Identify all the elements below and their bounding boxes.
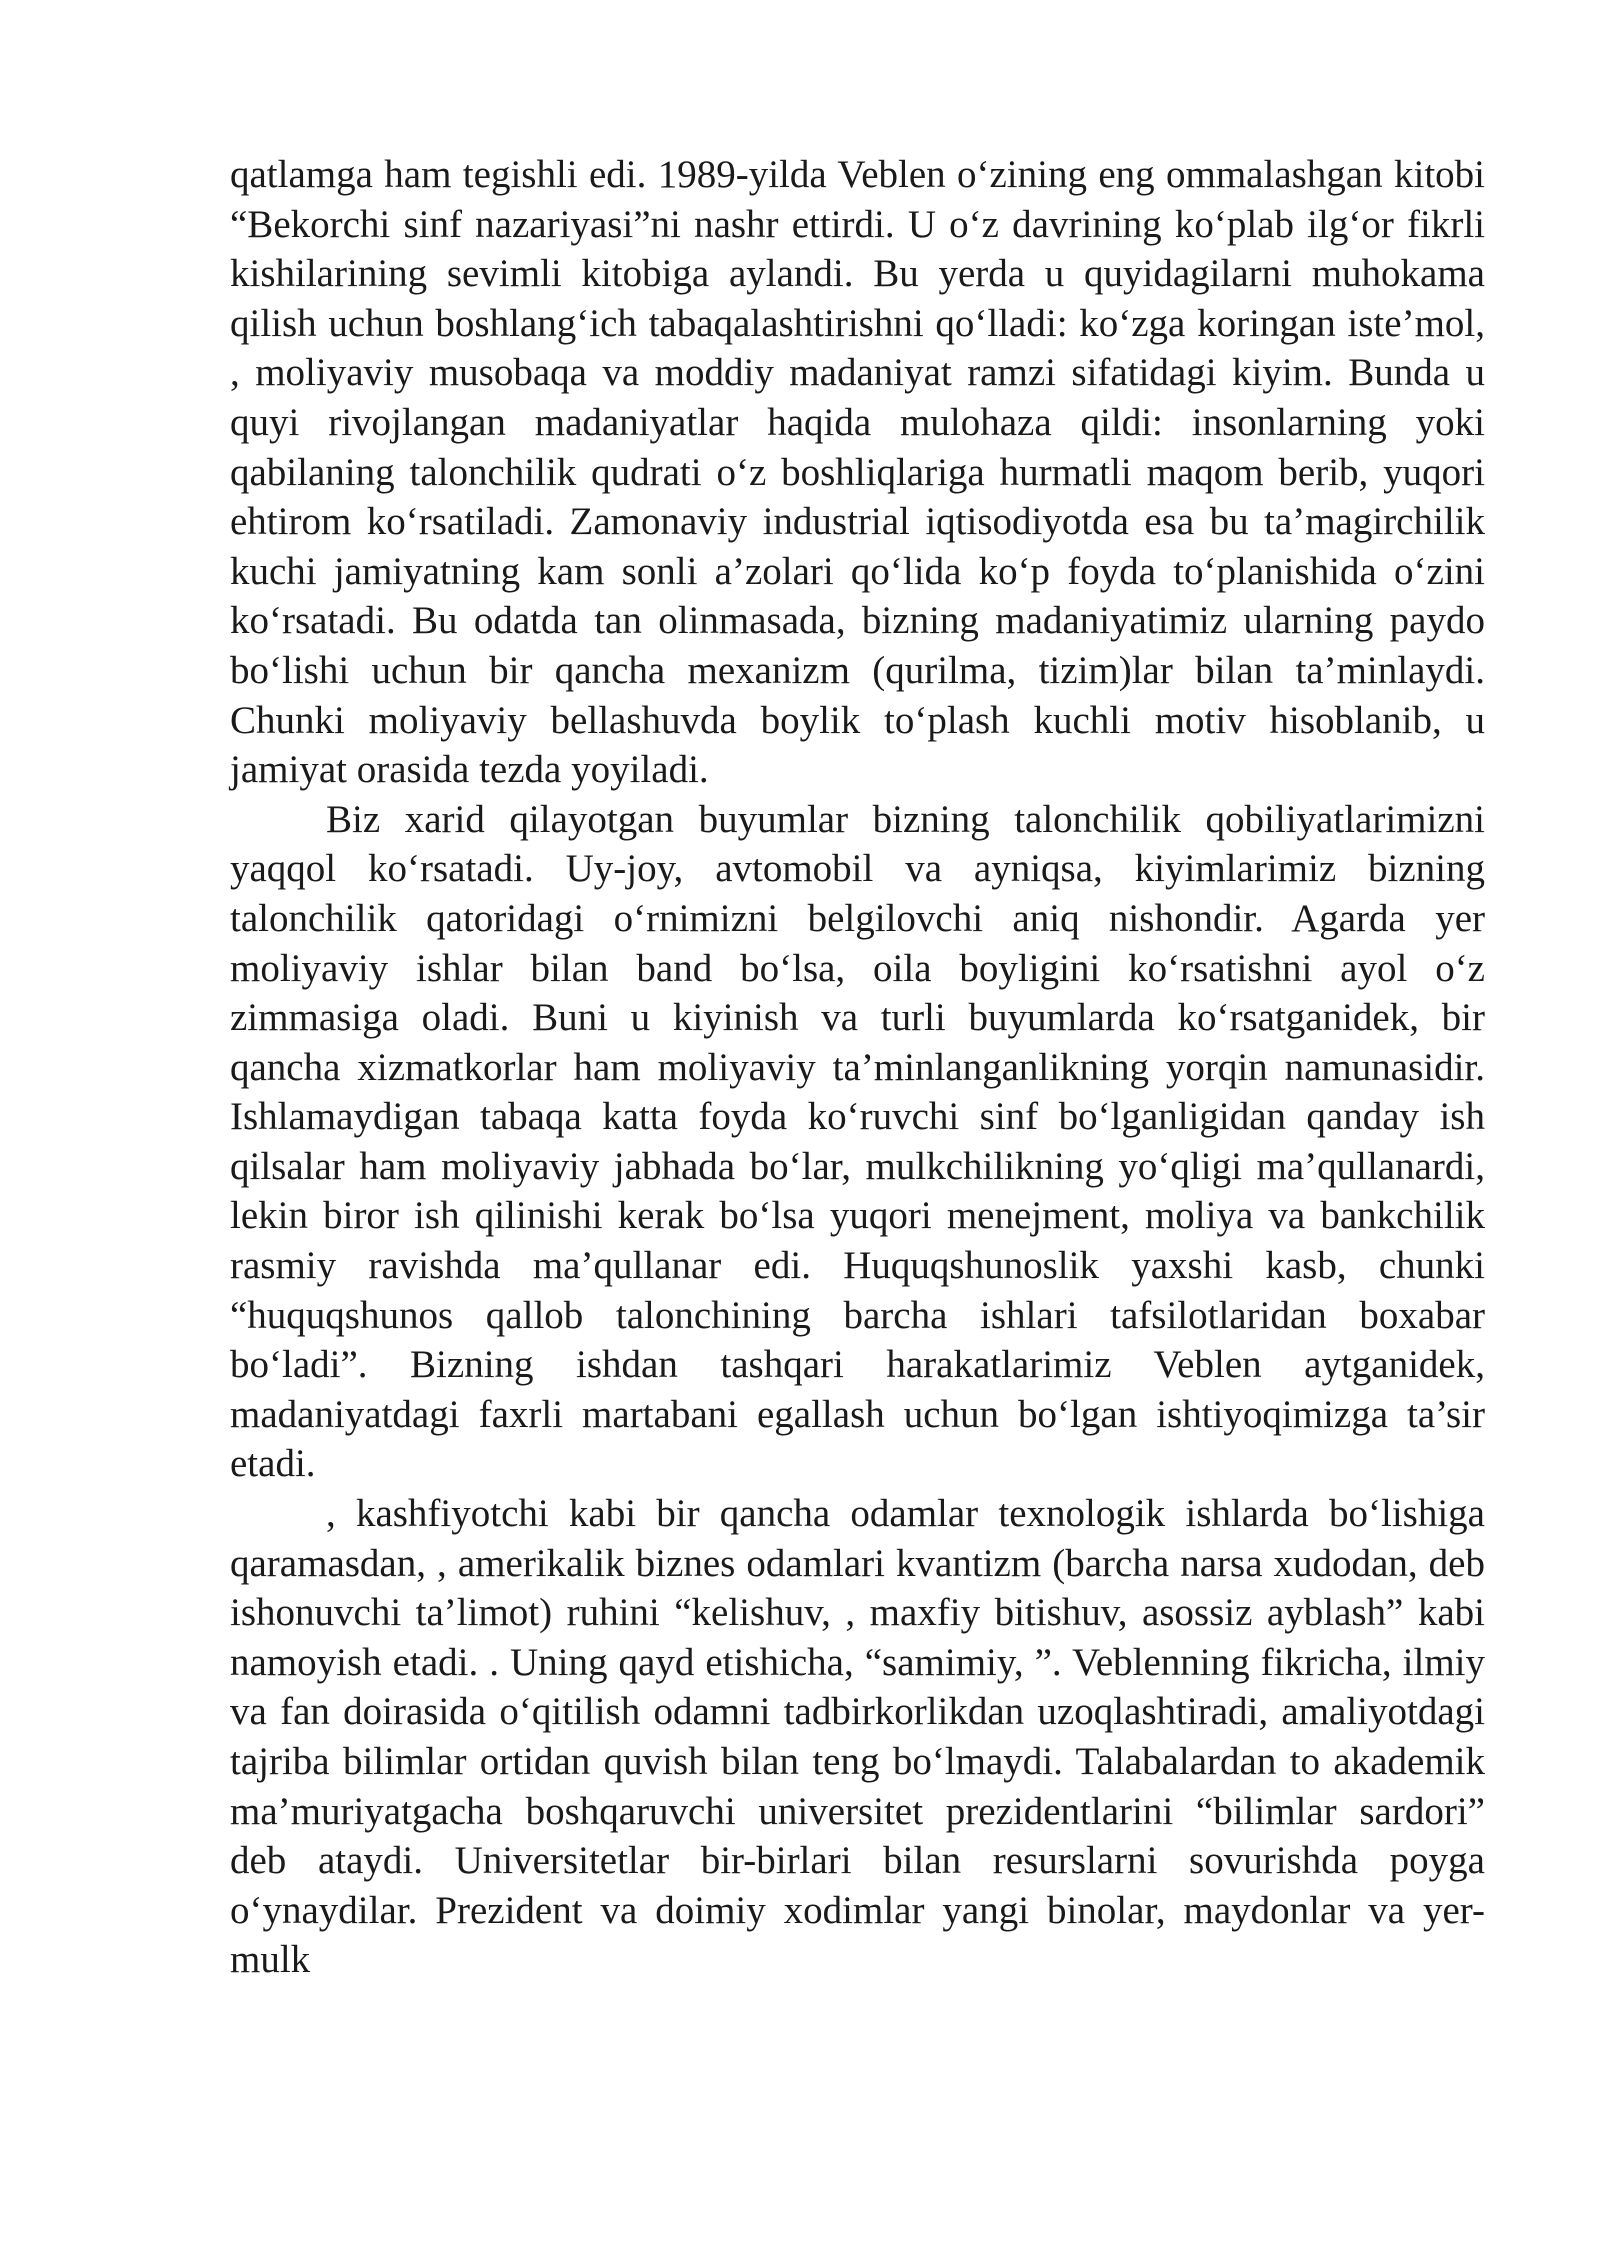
paragraph-1: qatlamga ham tegishli edi. 1989-yilda Veblen o‘zining eng ommalashgan kitobi “Bekorchi sinf nazariyasi”ni nashr ettirdi. U o‘z davrining ko‘plab ilg‘or fikrli kishilarining sevimli kitobiga aylandi. Bu yerda u quyidagilarni muhokama qilish uchun boshlang‘ich tabaqalashtirishni qo‘lladi: ko‘zga koringan iste’mol, , moliyaviy musobaqa va moddiy madaniyat ramzi sifatidagi kiyim. Bunda u quyi rivojlangan madaniyatlar haqida mulohaza qildi: insonlarning yoki qabilaning talonchilik qudrati o‘z boshliqlariga hurmatli maqom berib, yuqori ehtirom ko‘rsatiladi. Zamonaviy industrial iqtisodiyotda esa bu ta’magirchilik kuchi jamiyatning kam sonli a’zolari qo‘lida ko‘p foyda to‘planishida o‘zini ko‘rsatadi. Bu odatda tan olinmasada, bizning madaniyatimiz ularning paydo bo‘lishi uchun bir qancha mexanizm (qurilma, tizim)lar bilan ta’minlaydi. Chunki moliyaviy bellashuvda boylik to‘plash kuchli motiv hisoblanib, u jamiyat orasida tezda yoyiladi.	[230, 153, 1485, 792]
paragraph-3: , kashfiyotchi kabi bir qancha odamlar texnologik ishlarda bo‘lishiga qaramasdan, , amerikalik biznes odamlari kvantizm (barcha narsa xudodan, deb ishonuvchi ta’limot) ruhini “kelishuv, , maxfiy bitishuv, asossiz ayblash” kabi namoyish etadi. . Uning qayd etishicha, “samimiy, ”. Veblenning fikricha, ilmiy va fan doirasida o‘qitilish odamni tadbirkorlikdan uzoqlashtiradi, amaliyotdagi tajriba bilimlar ortidan quvish bilan teng bo‘lmaydi. Talabalardan to akademik ma’muriyatgacha boshqaruvchi universitet prezidentlarini “bilimlar sardori” deb ataydi. Universitetlar bir-birlari bilan resurslarni sovurishda poyga o‘ynaydilar. Prezident va doimiy xodimlar yangi binolar, maydonlar va yer-mulk	[230, 1492, 1485, 1982]
paragraph-2: Biz xarid qilayotgan buyumlar bizning talonchilik qobiliyatlarimizni yaqqol ko‘rsatadi. Uy-joy, avtomobil va ayniqsa, kiyimlarimiz bizning talonchilik qatoridagi o‘rnimizni belgilovchi aniq nishondir. Agarda yer moliyaviy ishlar bilan band bo‘lsa, oila boyligini ko‘rsatishni ayol o‘z zimmasiga oladi. Buni u kiyinish va turli buyumlarda ko‘rsatganidek, bir qancha xizmatkorlar ham moliyaviy ta’minlanganlikning yorqin namunasidir. Ishlamaydigan tabaqa katta foyda ko‘ruvchi sinf bo‘lganligidan qanday ish qilsalar ham moliyaviy jabhada bo‘lar, mulkchilikning yo‘qligi ma’qullanardi, lekin biror ish qilinishi kerak bo‘lsa yuqori menejment, moliya va bankchilik rasmiy ravishda ma’qullanar edi. Huquqshunoslik yaxshi kasb, chunki “huquqshunos qallob talonchining barcha ishlari tafsilotlaridan boxabar bo‘ladi”. Bizning ishdan tashqari harakatlarimiz Veblen aytganidek, madaniyatdagi faxrli martabani egallash uchun bo‘lgan ishtiyoqimizga ta’sir etadi.	[230, 797, 1485, 1486]
document-page	[230, 150, 1485, 1985]
